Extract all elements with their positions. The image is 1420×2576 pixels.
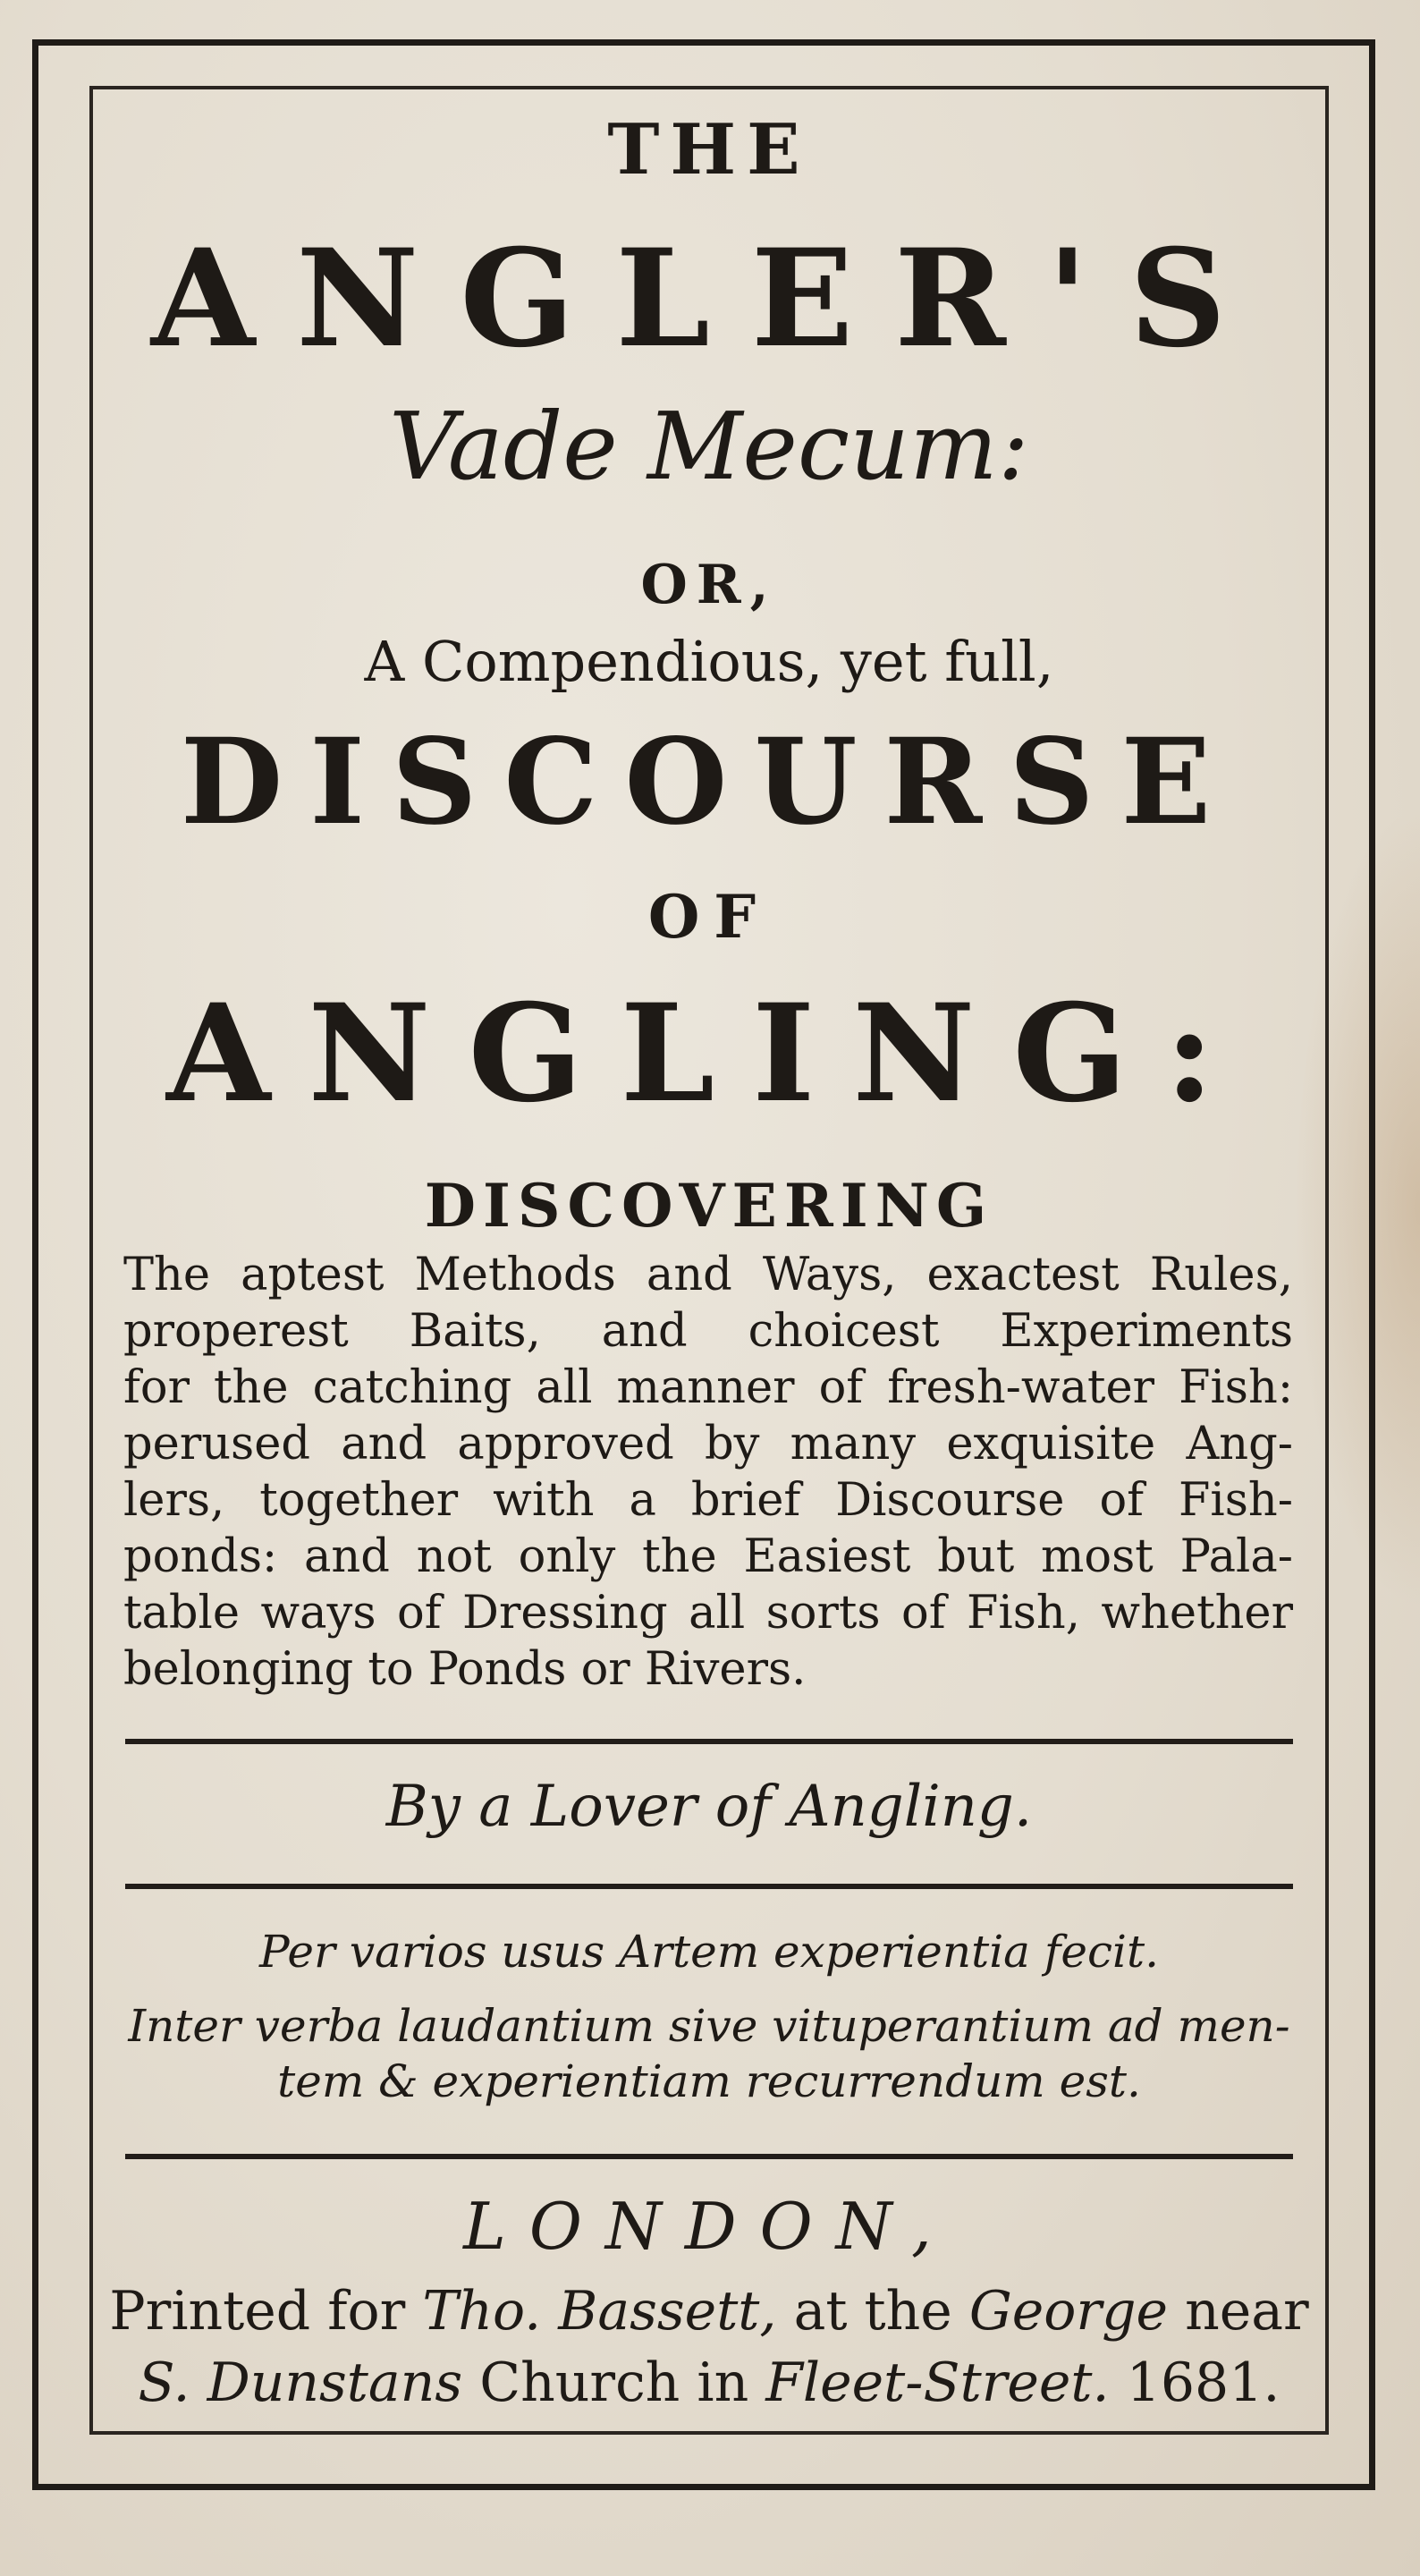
motto-line: Inter verba laudantium sive vituperantium ad men- [128,2000,1290,2052]
title-the: THE [607,109,811,191]
horizontal-rule [125,2154,1293,2159]
description-line: table ways of Dressing all sorts of Fish, whether [123,1587,1293,1640]
imprint-printed-for: Printed for [109,2280,406,2343]
imprint-at-the: at the [793,2280,952,2343]
horizontal-rule [125,1884,1293,1889]
imprint-street: Fleet-Street. [765,2351,1110,2414]
imprint-printer: Tho. Bassett, [422,2280,777,2343]
title-page-content [98,89,1320,2419]
title-angling: ANGLING: [166,975,1252,1132]
motto-line: tem & experientiam recurrendum est. [277,2055,1141,2107]
title-of: OF [647,882,771,952]
imprint-city: LONDON, [463,2189,955,2264]
imprint-sign: George [968,2280,1169,2343]
byline: By a Lover of Angling. [385,1774,1033,1840]
subtitle-compendious: A Compendious, yet full, [364,629,1054,694]
motto-line-1: Per varios usus Artem experientia fecit. [259,1926,1159,1978]
description-line: properest Baits, and choicest Experiments [123,1305,1293,1358]
imprint-line-2 [98,2347,1320,2419]
description-line: lers, together with a brief Discourse of Fish- [123,1474,1293,1527]
description-line: The aptest Methods and Ways, exactest Rules, [123,1249,1293,1301]
description-line: for the catching all manner of fresh-water Fish: [123,1361,1293,1414]
title-vade-mecum: Vade Mecum: [389,392,1029,501]
imprint-church-word: Church in [479,2351,749,2414]
imprint-near: near [1185,2280,1309,2343]
motto-2 [98,1998,1320,2109]
title-anglers: ANGLER'S [150,220,1268,377]
imprint-line-1 [98,2275,1320,2347]
imprint [98,2275,1320,2419]
description-line: perused and approved by many exquisite Ang- [123,1418,1293,1470]
description-line: ponds: and not only the Easiest but most Pala- [123,1530,1293,1583]
title-discovering: DISCOVERING [424,1171,994,1241]
description-line: belonging to Ponds or Rivers. [123,1643,807,1696]
description-paragraph [123,1243,1293,1698]
horizontal-rule [125,1739,1293,1744]
imprint-year: 1681. [1126,2351,1281,2414]
imprint-church: S. Dunstans [138,2351,463,2414]
title-discourse: DISCOURSE [180,713,1238,852]
title-or: OR, [640,554,778,616]
